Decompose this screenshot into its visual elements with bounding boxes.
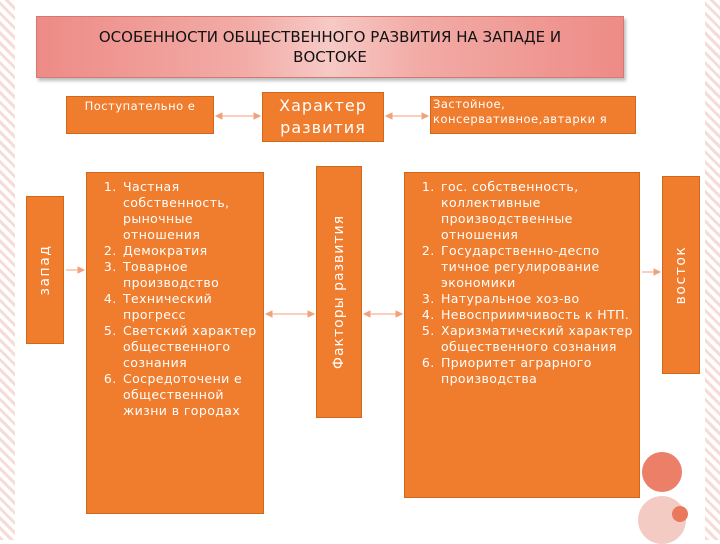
- west-feature-item: 3. Товарное производство: [121, 259, 257, 291]
- arrowhead-east-list: [396, 311, 402, 317]
- diagram-title-text: ОСОБЕННОСТИ ОБЩЕСТВЕННОГО РАЗВИТИЯ НА ЗАПАДЕ И ВОСТОКЕ: [98, 28, 562, 66]
- development-character-box: [262, 92, 384, 142]
- arrowhead-west-label: [78, 267, 84, 273]
- east-label-text: восток: [673, 245, 689, 305]
- decorative-circle: [642, 452, 682, 492]
- west-feature-item: 4. Технический прогресс: [121, 291, 257, 323]
- arrowhead-center-right: [386, 113, 392, 119]
- west-feature-item: 5. Светский характер общественного сознания: [121, 323, 257, 371]
- west-features-box: [86, 172, 264, 514]
- arrowhead-east-label: [654, 269, 660, 275]
- development-factors-text: Факторы развития: [331, 214, 347, 370]
- east-feature-item: 3. Натуральное хоз-во: [439, 291, 633, 307]
- west-features-list: [87, 173, 263, 419]
- diagram-title: [36, 16, 624, 78]
- arrowhead-right-character: [422, 113, 428, 119]
- west-feature-item: 6. Сосредоточени е общественной жизни в городах: [121, 371, 257, 419]
- east-feature-item: 4. Невосприимчивость к НТП.: [439, 307, 633, 323]
- arrowhead-west-list: [266, 311, 272, 317]
- east-feature-item: 1. гос. собственность, коллективные производственные отношения: [439, 179, 633, 243]
- stagnant-development-box: [430, 96, 636, 134]
- east-features-box: [404, 172, 640, 498]
- development-factors-box: [316, 166, 362, 418]
- west-feature-item: 1. Частная собственность, рыночные отношения: [121, 179, 257, 243]
- west-label-text: запад: [37, 244, 53, 296]
- arrowhead-factors-right: [364, 311, 370, 317]
- east-feature-item: 2. Государственно-деспо тичное регулирование экономики: [439, 243, 633, 291]
- progressive-development-box: [66, 96, 214, 134]
- west-feature-item: 2. Демократия: [121, 243, 257, 259]
- arrowhead-factors-left: [308, 311, 314, 317]
- stagnant-development-text: Застойное, консервативное,автарки я: [433, 97, 608, 126]
- progressive-development-text: Поступательно е: [84, 99, 196, 113]
- arrowhead-left-character: [216, 113, 222, 119]
- arrowhead-center-left: [254, 113, 260, 119]
- east-label-box: [662, 176, 700, 374]
- east-feature-item: 6. Приоритет аграрного производства: [439, 355, 633, 387]
- west-label-box: [26, 196, 64, 344]
- decorative-circle-small: [672, 506, 688, 522]
- east-feature-item: 5. Харизматический характер общественного сознания: [439, 323, 633, 355]
- development-character-text: Характер развития: [279, 96, 367, 137]
- east-features-list: [405, 173, 639, 387]
